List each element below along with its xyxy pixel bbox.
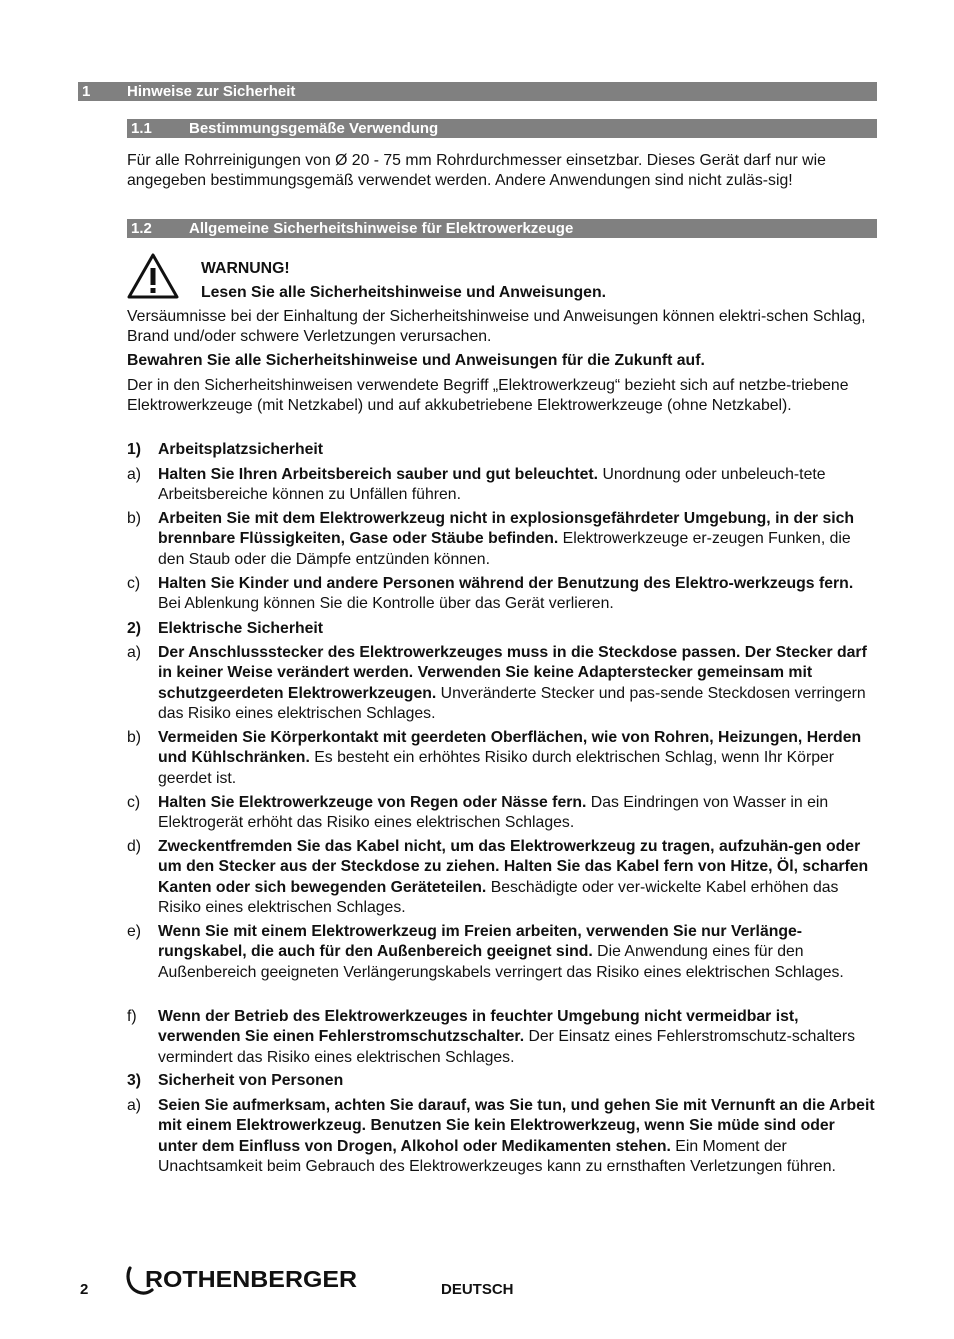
list-marker: e) [127,923,142,940]
item-bold: Vermeiden Sie Körperkontakt mit geerdeten Oberflächen, wie von Rohren, Heizungen, Herden und Kühlschränken. [158,729,862,767]
list-item [127,922,877,983]
item-bold: Halten Sie Elektrowerkzeuge von Regen oder Nässe fern. [158,794,587,811]
list-marker: b) [127,510,142,527]
subsection-electrical [127,619,877,639]
item-bold: Wenn der Betrieb des Elektrowerkzeuges in feuchter Umgebung nicht vermeidbar ist, verwenden Sie einen Fehlerstromschutzschalter. [158,1008,799,1046]
item-bold: Wenn Sie mit einem Elektrowerkzeug im Freien arbeiten, verwenden Sie nur Verlänge-rungskabel, die auch für den Außenbereich geeignet sind. [158,923,803,961]
list-marker: a) [127,1097,142,1114]
item-bold: Seien Sie aufmerksam, achten Sie darauf, was Sie tun, und gehen Sie mit Vernunft an die Arbeit mit einem Elektrowerkzeug. Benutzen Sie kein Elektrowerkzeug, wenn Sie müde sind oder unter dem Einfluss von Drogen, Alkohol oder Medikamenten stehen. [158,1097,875,1155]
list-marker: 2) [127,620,142,637]
section-title: Hinweise zur Sicherheit [127,83,296,100]
item-text: Es besteht ein erhöhtes Risiko durch elektrischen Schlag, wenn Ihr Körper geerdet ist. [158,749,835,787]
page-number: 2 [80,1281,89,1298]
item-bold: Halten Sie Ihren Arbeitsbereich sauber und gut beleuchtet. [158,466,599,483]
list-marker: a) [127,644,142,661]
list-item [127,574,877,615]
item-text: Beschädigte oder ver-wickelte Kabel erhöhen das Risiko eines elektrischen Schlages. [158,878,839,917]
item-bold: Der Anschlussstecker des Elektrowerkzeuges muss in die Steckdose passen. Der Stecker darf in keiner Weise verändert werden. Verwenden Sie keine Adapterstecker gemeinsam mit schutzgeerdeten Elektrowerkzeugen. [158,644,867,702]
list-marker: c) [127,575,141,592]
item-text: Das Eindringen von Wasser in ein Elektrogerät erhöht das Risiko eines elektrischen Schlages. [158,794,829,832]
item-text: Die Anwendung eines für den Außenbereich geeigneten Verlängerungskabels verringert das Risiko eines elektrischen Schlages. [158,943,844,981]
keep-paragraph: Bewahren Sie alle Sicherheitshinweise und Anweisungen für die Zukunft auf. [127,352,705,369]
item-text: Elektrowerkzeuge er-zeugen Funken, die den Staub oder die Dämpfe entzünden können. [158,530,851,568]
list-item [127,728,877,789]
neglect-paragraph: Versäumnisse bei der Einhaltung der Sicherheitshinweise und Anweisungen können elektri-schen Schlag, Brand und/oder schwere Verletzungen verursachen. [127,308,866,346]
rothenberger-logo [125,1264,365,1296]
term-paragraph: Der in den Sicherheitshinweisen verwendete Begriff „Elektrowerkzeug“ bezieht sich auf netzbe-triebene Elektrowerkzeuge (mit Netzkabel) und auf akkubetriebene Elektrowerkzeuge (ohne Netzkabel). [127,377,849,415]
item-text: Unordnung oder unbeleuch-tete Arbeitsbereiche können zu Unfällen führen. [158,466,826,504]
subsection-title: Sicherheit von Personen [158,1072,344,1089]
section-title: Bestimmungsgemäße Verwendung [189,120,439,137]
section-header-1 [78,82,877,101]
list-item [127,643,877,725]
list-marker: f) [127,1008,137,1025]
section-number: 1 [82,83,91,100]
list-item [127,509,877,570]
intro-paragraph: Für alle Rohrreinigungen von Ø 20 - 75 mm Rohrdurchmesser einsetzbar. Dieses Gerät darf nur wie angegeben bestimmungsgemäß verwendet werden. Andere Anwendungen sind nicht zuläs-sig! [127,152,826,190]
list-item [127,465,877,506]
list-item [127,1007,877,1068]
subsection-work-area [127,440,877,460]
list-marker: d) [127,838,142,855]
list-marker: 1) [127,441,142,458]
section-number: 1.2 [131,220,152,237]
brand-name: ROTHENBERGER [145,1266,358,1292]
list-item [127,793,877,834]
footer-language: DEUTSCH [441,1281,514,1298]
subsection-title: Elektrische Sicherheit [158,620,324,637]
list-marker: c) [127,794,141,811]
warning-title: WARNUNG! [201,260,290,277]
list-marker: b) [127,729,142,746]
item-bold: Zweckentfremden Sie das Kabel nicht, um das Elektrowerkzeug zu tragen, aufzuhän-gen oder um den Stecker aus der Steckdose zu ziehen. Halten Sie das Kabel fern von Hitze, Öl, scharfen Kanten oder sich bewegenden Geräteteilen. [158,838,869,896]
item-text: Der Einsatz eines Fehlerstromschutz-schalters vermindert das Risiko eines elektrischen Schlages. [158,1028,856,1066]
item-bold: Halten Sie Kinder und andere Personen während der Benutzung des Elektro-werkzeugs fern. [158,575,854,592]
subsection-personal-safety [127,1071,877,1091]
section-header-1-2 [127,219,877,238]
item-text: Unveränderte Stecker und pas-sende Steckdosen verringern das Risiko eines elektrischen Schlages. [158,684,866,723]
list-item [127,837,877,919]
item-bold: Arbeiten Sie mit dem Elektrowerkzeug nicht in explosionsgefährdeter Umgebung, in der sich brennbare Flüssigkeiten, Gase oder Stäube befinden. [158,510,855,548]
item-text: Bei Ablenkung können Sie die Kontrolle über das Gerät verlieren. [158,595,614,613]
section-title: Allgemeine Sicherheitshinweise für Elektrowerkzeuge [189,220,574,237]
list-item [127,1096,877,1178]
section-number: 1.1 [131,120,152,137]
list-marker: a) [127,466,142,483]
list-marker: 3) [127,1072,142,1089]
item-text: Ein Moment der Unachtsamkeit beim Gebrauch des Elektrowerkzeuges kann zu ernsthaften Verletzungen führen. [158,1137,836,1176]
subsection-title: Arbeitsplatzsicherheit [158,441,324,458]
warning-subtitle: Lesen Sie alle Sicherheitshinweise und Anweisungen. [201,284,606,301]
section-header-1-1 [127,119,877,138]
warning-triangle-icon [126,252,180,300]
